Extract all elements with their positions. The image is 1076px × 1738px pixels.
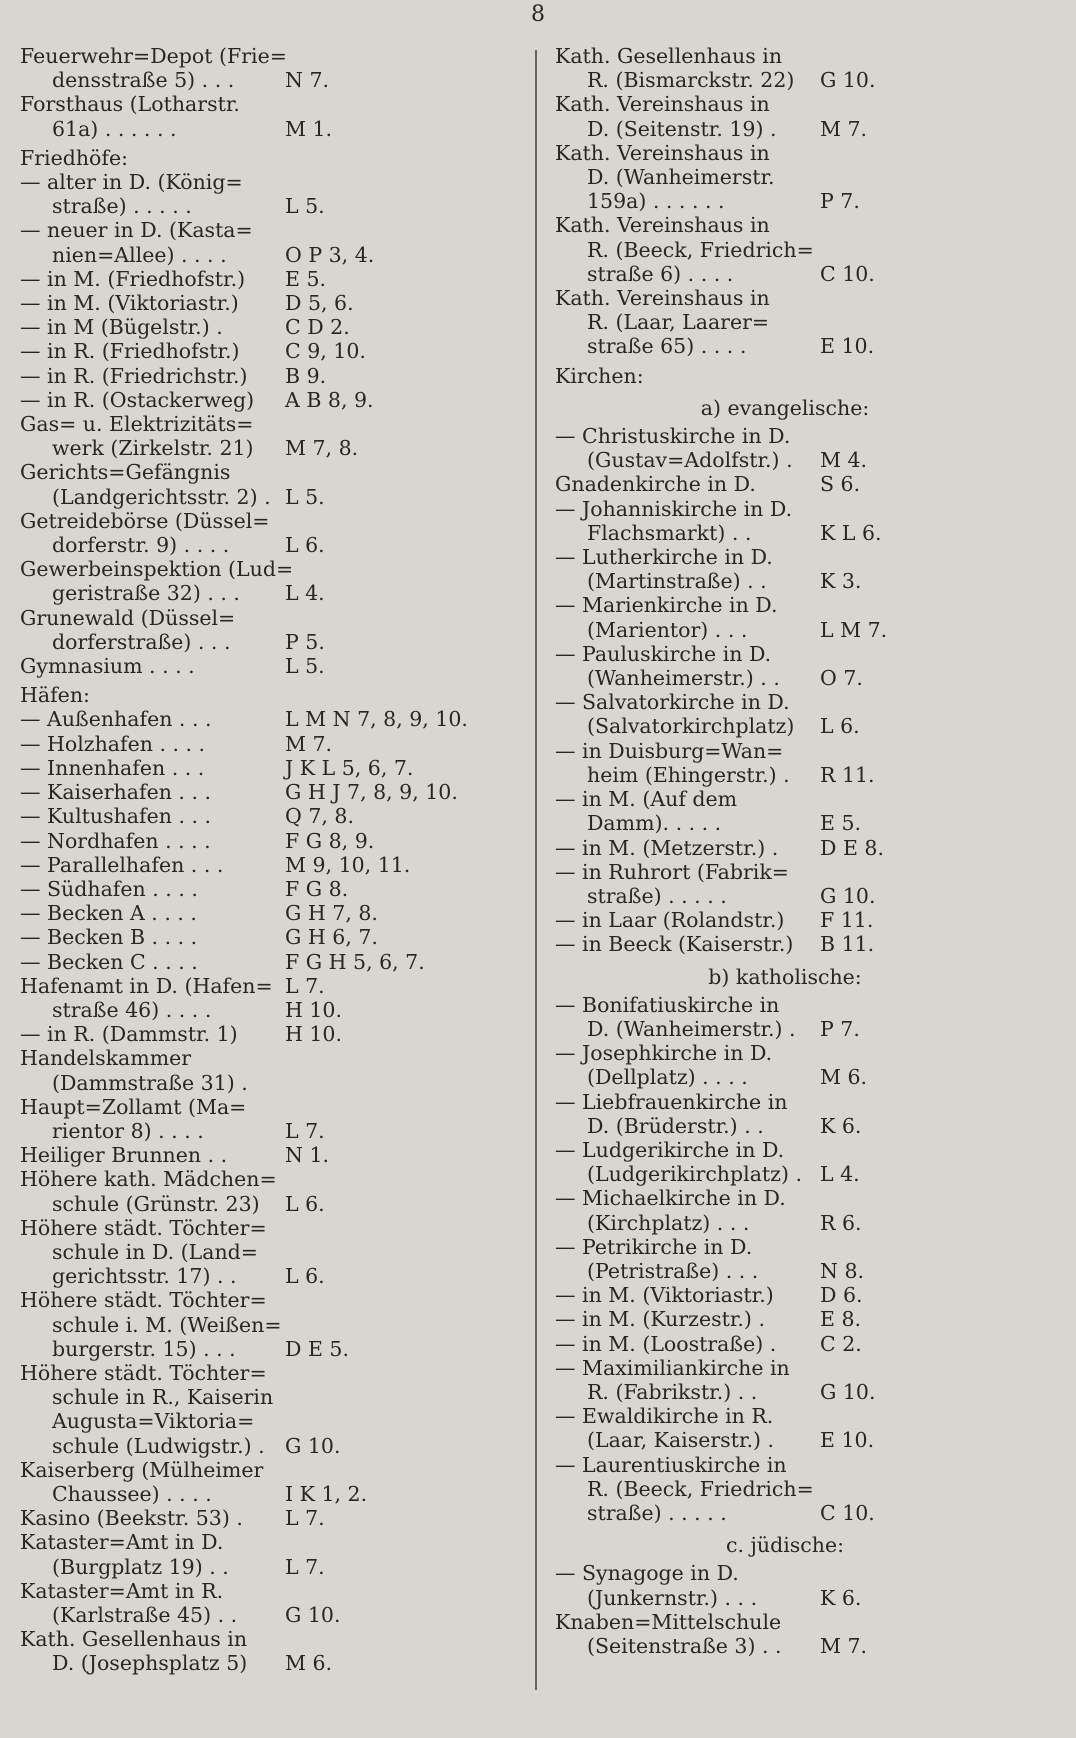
index-entry	[20, 1143, 525, 1167]
entry-line: Hafenamt in D. (Hafen=	[20, 973, 273, 998]
index-entry	[20, 557, 525, 605]
index-entry	[20, 756, 525, 780]
index-entry	[20, 1022, 525, 1046]
grid-reference: G H 6, 7.	[285, 925, 378, 950]
entry-line: — Innenhafen . . .	[20, 755, 205, 780]
entry-line: (Petristraße) . . .	[587, 1258, 759, 1283]
grid-reference: G 10.	[285, 1602, 341, 1627]
entry-line: (Seitenstraße 3) . .	[587, 1634, 782, 1658]
entry-line: — Holzhafen . . . .	[20, 731, 206, 756]
subsection-heading	[555, 1533, 1055, 1557]
entry-line: straße) . . . . .	[587, 1500, 727, 1525]
entry-line: Höhere städt. Töchter=	[20, 1215, 267, 1240]
index-entry	[20, 877, 525, 901]
grid-reference: C D 2.	[285, 315, 350, 340]
index-entry	[555, 1235, 1055, 1283]
entry-line: (Landgerichtsstr. 2) .	[52, 484, 271, 509]
grid-reference: M 1.	[285, 116, 333, 141]
grid-reference: K 6.	[820, 1113, 862, 1138]
grid-reference: O 7.	[820, 666, 863, 691]
entry-line: Feuerwehr=Depot (Frie=	[20, 44, 287, 68]
entry-line: Kaiserberg (Mülheimer	[20, 1457, 264, 1482]
grid-reference: B 11.	[820, 932, 875, 957]
left-column	[20, 44, 525, 1676]
grid-reference: F 11.	[820, 908, 874, 933]
grid-reference: E 8.	[820, 1307, 862, 1332]
index-entry	[20, 829, 525, 853]
index-entry	[20, 92, 525, 140]
grid-reference: L 7.	[285, 1118, 325, 1143]
grid-reference: P 5.	[285, 629, 325, 654]
entry-line: Gymnasium . . . .	[20, 654, 195, 679]
section-heading	[20, 683, 525, 707]
entry-line: — Lutherkirche in D.	[555, 545, 773, 570]
index-entry	[555, 497, 1055, 545]
index-entry	[20, 1288, 525, 1361]
grid-reference: M 9, 10, 11.	[285, 852, 411, 877]
grid-reference: L 7.	[285, 1554, 325, 1579]
index-entry	[20, 1458, 525, 1506]
grid-reference: E 10.	[820, 334, 875, 359]
index-entry	[555, 213, 1055, 286]
index-entry	[555, 1283, 1055, 1307]
grid-reference: L 7.	[285, 973, 325, 998]
grid-reference: M 7.	[820, 116, 868, 141]
index-entry	[20, 1095, 525, 1143]
index-entry	[555, 545, 1055, 593]
index-entry	[20, 218, 525, 266]
entry-line: — Liebfrauenkirche in	[555, 1089, 788, 1114]
entry-line: — Ludgerikirche in D.	[555, 1137, 785, 1162]
entry-line: (Karlstraße 45) . .	[52, 1603, 238, 1627]
index-entry	[555, 908, 1055, 932]
index-entry	[555, 1453, 1055, 1526]
entry-line: — neuer in D. (Kasta=	[20, 218, 253, 243]
entry-line: — in Ruhrort (Fabrik=	[555, 859, 789, 884]
index-entry	[555, 836, 1055, 860]
entry-line: 61a) . . . . . .	[52, 116, 177, 141]
entry-line: Knaben=Mittelschule	[555, 1609, 782, 1634]
grid-reference: F G 8.	[285, 876, 349, 901]
entry-line: Kataster=Amt in R.	[20, 1578, 224, 1603]
entry-line: Flachsmarkt) . .	[587, 520, 752, 545]
index-entry	[20, 1046, 525, 1094]
entry-line: — Becken C . . . .	[20, 949, 198, 974]
entry-line: Kath. Vereinshaus in	[555, 92, 770, 117]
entry-line: — in R. (Ostackerweg)	[20, 387, 255, 412]
entry-line: Getreidebörse (Düssel=	[20, 508, 270, 533]
grid-reference: L M 7.	[820, 617, 888, 642]
index-entry	[555, 141, 1055, 214]
entry-line: — in R. (Friedrichstr.)	[20, 363, 248, 388]
index-entry	[555, 860, 1055, 908]
grid-reference: L 4.	[285, 581, 325, 606]
index-entry	[555, 739, 1055, 787]
entry-line: D. (Wanheimerstr.	[587, 165, 775, 190]
entry-line: (Laar, Kaiserstr.) .	[587, 1428, 775, 1453]
section-heading	[20, 146, 525, 170]
index-entry	[20, 364, 525, 388]
entry-line: Augusta=Viktoria=	[52, 1409, 255, 1434]
entry-line: gerichtsstr. 17) . .	[52, 1264, 237, 1289]
page-number: 8	[531, 2, 545, 27]
grid-reference: R 6.	[820, 1210, 862, 1235]
grid-reference: R 11.	[820, 762, 875, 787]
index-entry	[20, 1167, 525, 1215]
entry-line: D. (Josephsplatz 5)	[52, 1651, 248, 1676]
entry-line: dorferstraße) . . .	[52, 629, 231, 654]
entry-line: Heiliger Brunnen . .	[20, 1143, 228, 1168]
entry-line: — alter in D. (König=	[20, 170, 243, 195]
entry-line: — Bonifatiuskirche in	[555, 992, 780, 1017]
entry-line: — in M. (Viktoriastr.)	[555, 1283, 774, 1308]
grid-reference: H 10.	[285, 1022, 342, 1047]
entry-line: — Südhafen . . . .	[20, 876, 198, 901]
entry-line: — Becken A . . . .	[20, 901, 197, 926]
entry-line: — in M. (Metzerstr.) .	[555, 835, 779, 860]
grid-reference: E 5.	[285, 266, 327, 291]
entry-line: — Kaiserhafen . . .	[20, 780, 212, 805]
grid-reference: E 5.	[820, 811, 862, 836]
grid-reference: G H 7, 8.	[285, 901, 378, 926]
grid-reference: G 10.	[820, 68, 876, 93]
entry-line: D. (Seitenstr. 19) .	[587, 116, 777, 141]
entry-line: — Außenhafen . . .	[20, 707, 212, 732]
grid-reference: N 1.	[285, 1143, 330, 1168]
index-entry	[555, 787, 1055, 835]
index-entry	[555, 1307, 1055, 1331]
index-entry	[20, 267, 525, 291]
index-entry	[555, 44, 1055, 92]
entry-line: — Johanniskirche in D.	[555, 496, 793, 521]
index-entry	[555, 1186, 1055, 1234]
grid-reference: M 7.	[285, 731, 333, 756]
grid-reference: K 6.	[820, 1585, 862, 1610]
entry-line: (Salvatorkirchplatz)	[587, 714, 795, 739]
index-entry	[20, 412, 525, 460]
entry-line: Gnadenkirche in D.	[555, 472, 756, 497]
grid-reference: H 10.	[285, 997, 342, 1022]
entry-line: Kasino (Beekstr. 53) .	[20, 1506, 243, 1531]
index-entry	[20, 1627, 525, 1675]
index-entry	[20, 1506, 525, 1530]
entry-line: — Laurentiuskirche in	[555, 1452, 787, 1477]
entry-line: Gewerbeinspektion (Lud=	[20, 557, 294, 582]
grid-reference: G H J 7, 8, 9, 10.	[285, 780, 458, 805]
entry-line: (Wanheimerstr.) . .	[587, 666, 780, 691]
index-entry	[555, 932, 1055, 956]
entry-line: Gerichts=Gefängnis	[20, 460, 231, 485]
entry-line: Kirchen:	[555, 363, 644, 388]
entry-line: Kath. Gesellenhaus in	[555, 44, 783, 68]
entry-line: R. (Fabrikstr.) . .	[587, 1379, 758, 1404]
entry-line: — in R. (Friedhofstr.)	[20, 339, 240, 364]
grid-reference: L 5.	[285, 194, 325, 219]
grid-reference: C 9, 10.	[285, 339, 366, 364]
entry-line: werk (Zirkelstr. 21)	[52, 436, 254, 461]
index-entry	[555, 993, 1055, 1041]
index-entry	[20, 315, 525, 339]
grid-reference: M 4.	[820, 448, 868, 473]
entry-line: Kath. Gesellenhaus in	[20, 1627, 248, 1652]
section-heading	[555, 364, 1055, 388]
index-entry	[20, 780, 525, 804]
entry-line: Kath. Vereinshaus in	[555, 140, 770, 165]
index-entry	[20, 804, 525, 828]
entry-line: — Synagoge in D.	[555, 1561, 739, 1586]
entry-line: 159a) . . . . . .	[587, 189, 725, 214]
entry-line: (Marientor) . . .	[587, 617, 748, 642]
grid-reference: P 7.	[820, 189, 860, 214]
entry-line: R. (Beeck, Friedrich=	[587, 1476, 814, 1501]
grid-reference: G 10.	[820, 883, 876, 908]
index-entry	[20, 732, 525, 756]
entry-line: Gas= u. Elektrizitäts=	[20, 412, 254, 437]
entry-line: schule in D. (Land=	[52, 1239, 258, 1264]
grid-reference: M 7, 8.	[285, 436, 359, 461]
entry-line: — in R. (Dammstr. 1)	[20, 1022, 238, 1047]
grid-reference: J K L 5, 6, 7.	[285, 755, 414, 780]
grid-reference: Q 7, 8.	[285, 804, 354, 829]
entry-line: heim (Ehingerstr.) .	[587, 762, 790, 787]
entry-line: burgerstr. 15) . . .	[52, 1336, 236, 1361]
entry-line: R. (Bismarckstr. 22)	[587, 68, 795, 93]
index-entry	[20, 509, 525, 557]
entry-line: Damm). . . . .	[587, 811, 722, 836]
entry-line: Kataster=Amt in D.	[20, 1530, 224, 1555]
entry-line: — in Duisburg=Wan=	[555, 738, 784, 763]
grid-reference: I K 1, 2.	[285, 1481, 368, 1506]
grid-reference: K 3.	[820, 569, 862, 594]
entry-line: Friedhöfe:	[20, 145, 129, 170]
entry-line: — Salvatorkirche in D.	[555, 690, 790, 715]
index-entry	[555, 690, 1055, 738]
grid-reference: L 6.	[285, 1191, 325, 1216]
entry-line: — Josephkirche in D.	[555, 1041, 773, 1066]
column-divider	[535, 50, 537, 1690]
grid-reference: M 7.	[820, 1633, 868, 1658]
entry-line: — Michaelkirche in D.	[555, 1186, 786, 1211]
index-entry	[555, 1561, 1055, 1609]
grid-reference: S 6.	[820, 472, 861, 497]
entry-line: (Dellplatz) . . . .	[587, 1065, 748, 1090]
grid-reference: L 6.	[285, 1264, 325, 1289]
right-column	[555, 44, 1055, 1658]
entry-line: (Burgplatz 19) . .	[52, 1554, 229, 1579]
index-entry	[555, 1404, 1055, 1452]
entry-line: schule (Grünstr. 23)	[52, 1191, 260, 1216]
index-entry	[555, 1332, 1055, 1356]
entry-line: Höhere städt. Töchter=	[20, 1360, 267, 1385]
entry-line: straße) . . . . .	[587, 883, 727, 908]
entry-line: Forsthaus (Lotharstr.	[20, 92, 240, 117]
entry-line: straße 6) . . . .	[587, 261, 734, 286]
entry-line: Kath. Vereinshaus in	[555, 286, 770, 311]
grid-reference: L 6.	[285, 533, 325, 558]
entry-line: — in M. (Viktoriastr.)	[20, 291, 239, 316]
entry-line: — Kultushafen . . .	[20, 804, 212, 829]
entry-line: dorferstr. 9) . . . .	[52, 533, 230, 558]
grid-reference: G 10.	[820, 1379, 876, 1404]
index-entry	[20, 853, 525, 877]
index-entry	[20, 1579, 525, 1627]
index-entry	[555, 1356, 1055, 1404]
index-entry	[20, 1216, 525, 1289]
grid-reference: F G H 5, 6, 7.	[285, 949, 425, 974]
grid-reference: D 5, 6.	[285, 291, 354, 316]
entry-line: — Petrikirche in D.	[555, 1234, 753, 1259]
index-entry	[20, 1530, 525, 1578]
grid-reference: E 10.	[820, 1428, 875, 1453]
entry-line: Chaussee) . . . .	[52, 1481, 212, 1506]
entry-line: rientor 8) . . . .	[52, 1118, 204, 1143]
index-entry	[20, 707, 525, 731]
index-entry	[555, 1138, 1055, 1186]
entry-line: straße 65) . . . .	[587, 334, 747, 359]
entry-line: geristraße 32) . . .	[52, 581, 240, 606]
index-entry	[20, 44, 525, 92]
index-entry	[555, 472, 1055, 496]
index-entry	[20, 460, 525, 508]
grid-reference: D E 8.	[820, 835, 884, 860]
grid-reference: L 5.	[285, 654, 325, 679]
entry-line: Höhere kath. Mädchen=	[20, 1167, 277, 1192]
index-entry	[20, 388, 525, 412]
index-entry	[555, 1090, 1055, 1138]
grid-reference: D 6.	[820, 1283, 863, 1308]
entry-line: — Becken B . . . .	[20, 925, 198, 950]
grid-reference: K L 6.	[820, 520, 882, 545]
grid-reference: L 4.	[820, 1162, 860, 1187]
entry-line: densstraße 5) . . .	[52, 68, 235, 93]
entry-line: (Junkernstr.) . . .	[587, 1585, 758, 1610]
entry-line: straße) . . . . .	[52, 194, 192, 219]
grid-reference: L M N 7, 8, 9, 10.	[285, 707, 468, 732]
index-entry	[555, 593, 1055, 641]
grid-reference: L 5.	[285, 484, 325, 509]
entry-line: D. (Wanheimerstr.) .	[587, 1016, 796, 1041]
entry-line: — Christuskirche in D.	[555, 424, 791, 449]
entry-line: Kath. Vereinshaus in	[555, 213, 770, 238]
entry-line: a) evangelische:	[700, 395, 870, 420]
entry-line: — in Laar (Rolandstr.)	[555, 908, 785, 933]
grid-reference: B 9.	[285, 363, 327, 388]
entry-line: — in Beeck (Kaiserstr.)	[555, 932, 794, 957]
index-entry	[20, 654, 525, 678]
index-entry	[20, 950, 525, 974]
index-entry	[20, 925, 525, 949]
entry-line: b) katholische:	[708, 964, 862, 989]
entry-line: schule in R., Kaiserin	[52, 1385, 274, 1410]
entry-line: — Maximiliankirche in	[555, 1355, 790, 1380]
entry-line: R. (Laar, Laarer=	[587, 310, 770, 335]
index-entry	[555, 1610, 1055, 1658]
index-entry	[20, 606, 525, 654]
entry-line: straße 46) . . . .	[52, 997, 212, 1022]
index-entry	[555, 92, 1055, 140]
entry-line: — in M. (Kurzestr.) .	[555, 1307, 765, 1332]
grid-reference: L 7.	[285, 1506, 325, 1531]
index-entry	[555, 424, 1055, 472]
grid-reference: C 2.	[820, 1331, 862, 1356]
entry-line: Häfen:	[20, 683, 90, 708]
index-entry	[555, 1041, 1055, 1089]
entry-line: Handelskammer	[20, 1046, 192, 1071]
index-entry	[555, 642, 1055, 690]
entry-line: Grunewald (Düssel=	[20, 605, 236, 630]
subsection-heading	[555, 965, 1055, 989]
entry-line: (Gustav=Adolfstr.) .	[587, 448, 793, 473]
grid-reference: C 10.	[820, 1500, 875, 1525]
grid-reference: N 7.	[285, 68, 330, 93]
entry-line: nien=Allee) . . . .	[52, 242, 227, 267]
grid-reference: O P 3, 4.	[285, 242, 375, 267]
index-entry	[20, 901, 525, 925]
index-entry	[20, 339, 525, 363]
grid-reference: M 6.	[820, 1065, 868, 1090]
entry-line: Höhere städt. Töchter=	[20, 1288, 267, 1313]
index-entry	[20, 1361, 525, 1458]
entry-line: (Martinstraße) . .	[587, 569, 767, 594]
grid-reference: L 6.	[820, 714, 860, 739]
entry-line: Haupt=Zollamt (Ma=	[20, 1094, 247, 1119]
grid-reference: A B 8, 9.	[285, 387, 374, 412]
grid-reference: F G 8, 9.	[285, 828, 375, 853]
entry-line: — in M. (Friedhofstr.)	[20, 266, 246, 291]
entry-line: (Kirchplatz) . . .	[587, 1210, 750, 1235]
grid-reference: D E 5.	[285, 1336, 349, 1361]
index-entry	[20, 291, 525, 315]
grid-reference: G 10.	[285, 1433, 341, 1458]
grid-reference: M 6.	[285, 1651, 333, 1676]
entry-line: c. jüdische:	[726, 1533, 844, 1558]
entry-line: schule i. M. (Weißen=	[52, 1312, 282, 1337]
entry-line: (Dammstraße 31) .	[52, 1070, 248, 1095]
entry-line: — in M. (Loostraße) .	[555, 1331, 777, 1356]
subsection-heading	[555, 396, 1055, 420]
entry-line: R. (Beeck, Friedrich=	[587, 237, 814, 262]
entry-line: — Nordhafen . . . .	[20, 828, 211, 853]
entry-line: — Parallelhafen . . .	[20, 852, 224, 877]
index-entry	[555, 286, 1055, 359]
grid-reference: P 7.	[820, 1016, 860, 1041]
entry-line: — Marienkirche in D.	[555, 593, 778, 618]
entry-line: schule (Ludwigstr.) .	[52, 1433, 265, 1458]
entry-line: — Pauluskirche in D.	[555, 641, 772, 666]
entry-line: — in M (Bügelstr.) .	[20, 315, 223, 340]
index-entry	[20, 974, 525, 1022]
grid-reference: N 8.	[820, 1258, 865, 1283]
entry-line: (Ludgerikirchplatz) .	[587, 1162, 802, 1187]
entry-line: D. (Brüderstr.) . .	[587, 1113, 764, 1138]
index-entry	[20, 170, 525, 218]
entry-line: — Ewaldikirche in R.	[555, 1404, 774, 1429]
grid-reference: C 10.	[820, 261, 875, 286]
entry-line: — in M. (Auf dem	[555, 787, 738, 812]
